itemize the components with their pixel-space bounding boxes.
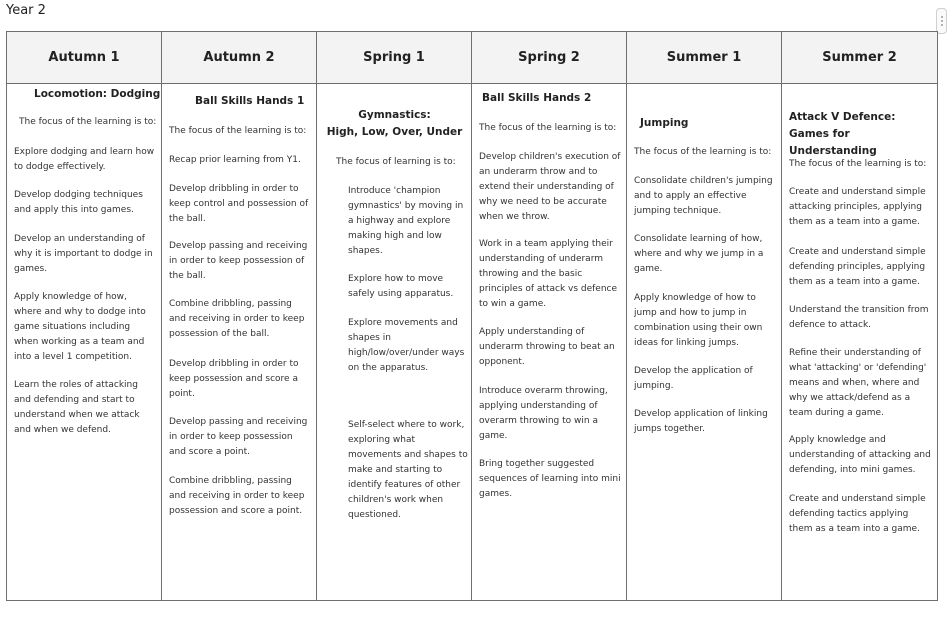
list-item: Explore movements and shapes in high/low/over/under ways on the apparatus. [348, 318, 465, 373]
focus-text: The focus of learning is to: [336, 157, 456, 167]
column-header-autumn-2: Autumn 2 [162, 32, 317, 84]
unit-title: Attack V Defence: Games for Understanding [789, 111, 896, 157]
list-item: Develop passing and receiving in order to keep possession and score a point. [169, 417, 308, 457]
unit-title: Gymnastics: [358, 109, 431, 121]
column-header-autumn-1: Autumn 1 [7, 32, 162, 84]
list-item: Combine dribbling, passing and receiving in order to keep possession and score a point. [169, 476, 305, 516]
column-header-summer-2: Summer 2 [782, 32, 938, 84]
list-item: Create and understand simple attacking principles, applying them as a team into a game. [789, 187, 926, 227]
table-cell [627, 84, 782, 601]
focus-text: The focus of the learning is to: [479, 123, 617, 133]
list-item: Develop passing and receiving in order to keep possession of the ball. [169, 241, 308, 281]
list-item: Develop dribbling in order to keep control and possession of the ball. [169, 184, 309, 224]
list-item: Explore how to move safely using apparatus. [348, 274, 454, 299]
table-cell [317, 84, 472, 601]
header-row [7, 32, 938, 84]
table-cell [782, 84, 938, 601]
focus-text: The focus of the learning is to: [634, 147, 772, 157]
table-cell [162, 84, 317, 601]
list-item: Learn the roles of attacking and defending and start to understand when we attack and when we defend. [14, 380, 140, 435]
focus-text: The focus of the learning is to: [789, 159, 927, 169]
column-header-spring-1: Spring 1 [317, 32, 472, 84]
list-item: Consolidate children's jumping and to apply an effective jumping technique. [634, 176, 773, 216]
list-item: Bring together suggested sequences of learning into mini games. [479, 459, 621, 499]
list-item: Develop the application of jumping. [634, 366, 753, 391]
list-item: Refine their understanding of what 'attacking' or 'defending' means and when, where and why we attack/defend as a team during a game. [789, 348, 927, 418]
list-item: Apply knowledge of how to jump and how to jump in combination using their own ideas for linking jumps. [634, 293, 763, 348]
unit-subtitle: High, Low, Over, Under [326, 126, 463, 138]
list-item: Create and understand simple defending principles, applying them as a team into a game. [789, 247, 926, 287]
page-title: Year 2 [6, 3, 46, 18]
list-item: Recap prior learning from Y1. [169, 155, 301, 165]
column-header-spring-2: Spring 2 [472, 32, 627, 84]
list-item: Apply understanding of underarm throwing to beat an opponent. [479, 327, 615, 367]
list-item: Create and understand simple defending tactics applying them as a team into a game. [789, 494, 926, 534]
list-item: Introduce 'champion gymnastics' by moving in a highway and explore making high and low shapes. [348, 186, 464, 256]
list-item: Apply knowledge and understanding of attacking and defending, into mini games. [789, 435, 931, 475]
list-item: Explore dodging and learn how to dodge effectively. [14, 147, 155, 172]
list-item: Combine dribbling, passing and receiving in order to keep possession of the ball. [169, 299, 305, 339]
focus-text: The focus of the learning is to: [19, 117, 157, 127]
list-item: Self-select where to work, exploring what movements and shapes to make and starting to identify features of other children's work when questioned. [348, 420, 468, 520]
unit-title: Ball Skills Hands 2 [482, 92, 592, 104]
table-cell [7, 84, 162, 601]
unit-title: Locomotion: Dodging [34, 88, 161, 100]
unit-title: Ball Skills Hands 1 [195, 95, 305, 107]
list-item: Introduce overarm throwing, applying understanding of overarm throwing to win a game. [479, 386, 608, 441]
table-cell [472, 84, 627, 601]
list-item: Develop an understanding of why it is important to dodge in games. [14, 234, 153, 274]
list-item: Develop dodging techniques and apply this into games. [14, 190, 143, 215]
list-item: Work in a team applying their understanding of underarm throwing and the basic principles of attack vs defence to win a game. [479, 239, 618, 309]
list-item: Develop application of linking jumps together. [634, 409, 768, 434]
column-header-summer-1: Summer 1 [627, 32, 782, 84]
content-row [7, 84, 938, 601]
list-item: Apply knowledge of how, where and why to dodge into game situations including when working as a team and into a level 1 competition. [14, 292, 146, 362]
list-item: Develop dribbling in order to keep possession and score a point. [169, 359, 299, 399]
focus-text: The focus of the learning is to: [169, 126, 307, 136]
list-item: Consolidate learning of how, where and why we jump in a game. [634, 234, 764, 274]
curriculum-table [6, 31, 938, 601]
list-item: Understand the transition from defence to attack. [789, 305, 929, 330]
unit-title: Jumping [640, 117, 689, 129]
list-item: Develop children's execution of an underarm throw and to extend their understanding of why we need to be accurate when we throw. [479, 152, 621, 222]
